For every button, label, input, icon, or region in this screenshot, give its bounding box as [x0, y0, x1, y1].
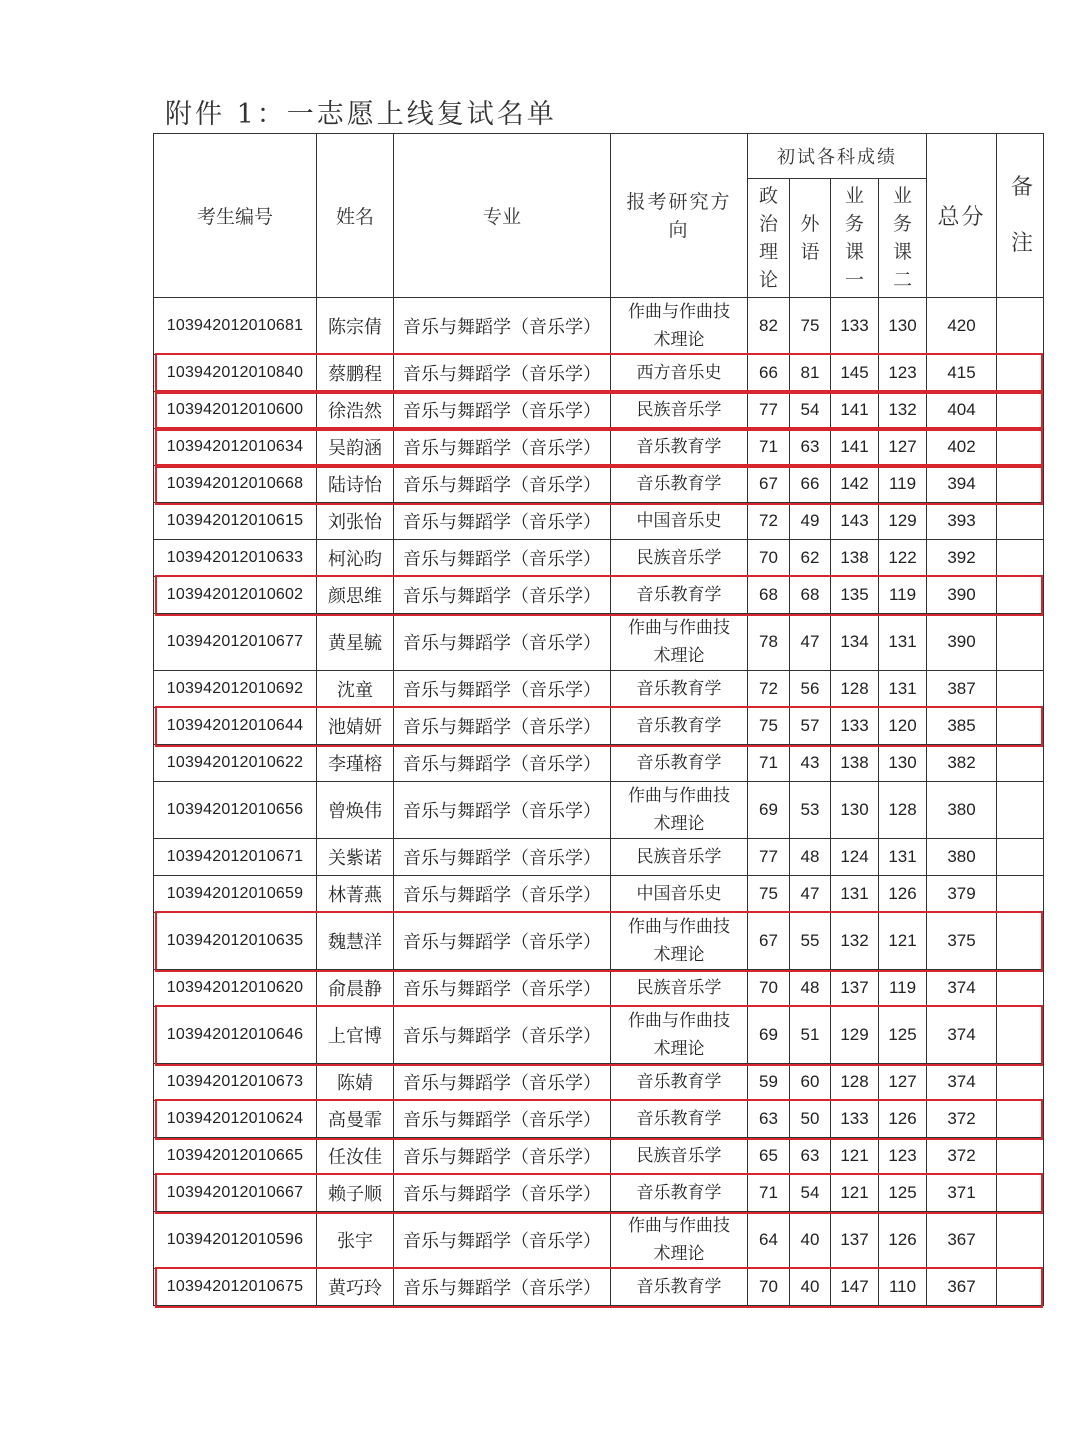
cell-note	[997, 745, 1044, 782]
cell-name: 徐浩然	[317, 392, 394, 429]
cell-course2: 129	[879, 503, 927, 540]
table-row	[154, 1269, 1044, 1306]
cell-major: 音乐与舞蹈学（音乐学）	[394, 745, 611, 782]
cell-course1: 133	[831, 708, 879, 745]
cell-course2: 125	[879, 1007, 927, 1064]
cell-name: 高曼霏	[317, 1101, 394, 1138]
cell-major: 音乐与舞蹈学（音乐学）	[394, 577, 611, 614]
cell-politics: 70	[748, 540, 790, 577]
cell-note	[997, 577, 1044, 614]
cell-id: 103942012010624	[154, 1101, 317, 1138]
cell-course1: 121	[831, 1175, 879, 1212]
table-row	[154, 392, 1044, 429]
cell-direction: 作曲与作曲技术理论	[611, 1212, 748, 1269]
cell-name: 颜思维	[317, 577, 394, 614]
cell-politics: 72	[748, 503, 790, 540]
cell-direction: 作曲与作曲技术理论	[611, 1007, 748, 1064]
cell-id: 103942012010677	[154, 614, 317, 671]
cell-direction: 民族音乐学	[611, 540, 748, 577]
cell-direction: 音乐教育学	[611, 1101, 748, 1138]
table-row	[154, 298, 1044, 355]
cell-course2: 125	[879, 1175, 927, 1212]
cell-course1: 142	[831, 466, 879, 503]
document-title: 附件 1：一志愿上线复试名单	[165, 99, 557, 130]
cell-politics: 64	[748, 1212, 790, 1269]
cell-course2: 131	[879, 839, 927, 876]
cell-major: 音乐与舞蹈学（音乐学）	[394, 1269, 611, 1306]
cell-name: 黄星毓	[317, 614, 394, 671]
cell-politics: 70	[748, 970, 790, 1007]
header-note: 备注	[997, 134, 1044, 298]
cell-foreign: 75	[790, 298, 831, 355]
cell-name: 陈宗倩	[317, 298, 394, 355]
table-row	[154, 876, 1044, 913]
table-row	[154, 614, 1044, 671]
cell-direction: 中国音乐史	[611, 503, 748, 540]
cell-major: 音乐与舞蹈学（音乐学）	[394, 782, 611, 839]
cell-direction: 音乐教育学	[611, 429, 748, 466]
cell-politics: 69	[748, 1007, 790, 1064]
cell-id: 103942012010656	[154, 782, 317, 839]
table-row	[154, 1007, 1044, 1064]
cell-major: 音乐与舞蹈学（音乐学）	[394, 913, 611, 970]
cell-note	[997, 1064, 1044, 1101]
cell-name: 池婧妍	[317, 708, 394, 745]
header-foreign: 外语	[790, 179, 831, 298]
table-row	[154, 671, 1044, 708]
cell-foreign: 49	[790, 503, 831, 540]
cell-politics: 77	[748, 839, 790, 876]
cell-direction: 作曲与作曲技术理论	[611, 614, 748, 671]
cell-course2: 120	[879, 708, 927, 745]
cell-major: 音乐与舞蹈学（音乐学）	[394, 970, 611, 1007]
cell-course1: 138	[831, 745, 879, 782]
cell-note	[997, 782, 1044, 839]
cell-course1: 145	[831, 355, 879, 392]
cell-note	[997, 839, 1044, 876]
header-major: 专业	[394, 134, 611, 298]
cell-course1: 135	[831, 577, 879, 614]
cell-name: 俞晨静	[317, 970, 394, 1007]
cell-name: 赖子顺	[317, 1175, 394, 1212]
cell-direction: 音乐教育学	[611, 671, 748, 708]
cell-politics: 67	[748, 466, 790, 503]
cell-name: 张宇	[317, 1212, 394, 1269]
cell-course1: 141	[831, 392, 879, 429]
cell-foreign: 50	[790, 1101, 831, 1138]
cell-total: 367	[927, 1269, 997, 1306]
header-id: 考生编号	[154, 134, 317, 298]
cell-note	[997, 1138, 1044, 1175]
cell-note	[997, 355, 1044, 392]
cell-course1: 130	[831, 782, 879, 839]
table-row	[154, 1064, 1044, 1101]
cell-note	[997, 429, 1044, 466]
header-course2: 业务课二	[879, 179, 927, 298]
cell-politics: 77	[748, 392, 790, 429]
cell-foreign: 57	[790, 708, 831, 745]
table-body	[154, 298, 1044, 1306]
cell-politics: 71	[748, 1175, 790, 1212]
cell-direction: 民族音乐学	[611, 839, 748, 876]
cell-major: 音乐与舞蹈学（音乐学）	[394, 708, 611, 745]
cell-id: 103942012010602	[154, 577, 317, 614]
cell-total: 390	[927, 577, 997, 614]
cell-direction: 中国音乐史	[611, 876, 748, 913]
cell-politics: 63	[748, 1101, 790, 1138]
cell-direction: 音乐教育学	[611, 466, 748, 503]
cell-foreign: 51	[790, 1007, 831, 1064]
cell-course1: 132	[831, 913, 879, 970]
cell-name: 李瑾榕	[317, 745, 394, 782]
cell-course2: 110	[879, 1269, 927, 1306]
cell-total: 372	[927, 1101, 997, 1138]
cell-total: 392	[927, 540, 997, 577]
cell-course1: 133	[831, 298, 879, 355]
cell-course2: 123	[879, 1138, 927, 1175]
header-name: 姓名	[317, 134, 394, 298]
cell-id: 103942012010692	[154, 671, 317, 708]
cell-foreign: 40	[790, 1212, 831, 1269]
cell-politics: 75	[748, 708, 790, 745]
cell-course2: 122	[879, 540, 927, 577]
cell-course2: 126	[879, 876, 927, 913]
cell-major: 音乐与舞蹈学（音乐学）	[394, 1007, 611, 1064]
cell-course1: 121	[831, 1138, 879, 1175]
cell-note	[997, 298, 1044, 355]
cell-note	[997, 671, 1044, 708]
cell-politics: 65	[748, 1138, 790, 1175]
cell-major: 音乐与舞蹈学（音乐学）	[394, 1212, 611, 1269]
table-row	[154, 839, 1044, 876]
cell-major: 音乐与舞蹈学（音乐学）	[394, 671, 611, 708]
cell-total: 385	[927, 708, 997, 745]
cell-id: 103942012010622	[154, 745, 317, 782]
cell-course1: 138	[831, 540, 879, 577]
cell-course2: 126	[879, 1101, 927, 1138]
cell-id: 103942012010671	[154, 839, 317, 876]
cell-total: 393	[927, 503, 997, 540]
cell-course1: 124	[831, 839, 879, 876]
cell-course1: 143	[831, 503, 879, 540]
cell-direction: 音乐教育学	[611, 1175, 748, 1212]
cell-total: 374	[927, 1064, 997, 1101]
cell-total: 375	[927, 913, 997, 970]
cell-major: 音乐与舞蹈学（音乐学）	[394, 392, 611, 429]
table-row	[154, 708, 1044, 745]
cell-course1: 131	[831, 876, 879, 913]
cell-total: 380	[927, 839, 997, 876]
cell-total: 404	[927, 392, 997, 429]
table-row	[154, 466, 1044, 503]
cell-direction: 民族音乐学	[611, 392, 748, 429]
cell-id: 103942012010596	[154, 1212, 317, 1269]
cell-course2: 121	[879, 913, 927, 970]
cell-major: 音乐与舞蹈学（音乐学）	[394, 839, 611, 876]
table-row	[154, 745, 1044, 782]
cell-name: 陆诗怡	[317, 466, 394, 503]
cell-total: 402	[927, 429, 997, 466]
cell-direction: 音乐教育学	[611, 745, 748, 782]
table-row	[154, 540, 1044, 577]
cell-foreign: 66	[790, 466, 831, 503]
cell-major: 音乐与舞蹈学（音乐学）	[394, 1101, 611, 1138]
cell-course2: 123	[879, 355, 927, 392]
cell-id: 103942012010673	[154, 1064, 317, 1101]
cell-major: 音乐与舞蹈学（音乐学）	[394, 429, 611, 466]
cell-name: 吴韵涵	[317, 429, 394, 466]
header-direction: 报考研究方向	[611, 134, 748, 298]
cell-id: 103942012010840	[154, 355, 317, 392]
cell-name: 黄巧玲	[317, 1269, 394, 1306]
cell-name: 刘张怡	[317, 503, 394, 540]
table-row	[154, 1212, 1044, 1269]
cell-course1: 129	[831, 1007, 879, 1064]
cell-id: 103942012010633	[154, 540, 317, 577]
cell-foreign: 68	[790, 577, 831, 614]
cell-major: 音乐与舞蹈学（音乐学）	[394, 1138, 611, 1175]
cell-course1: 134	[831, 614, 879, 671]
cell-course2: 130	[879, 298, 927, 355]
cell-foreign: 60	[790, 1064, 831, 1101]
cell-name: 柯沁昀	[317, 540, 394, 577]
cell-id: 103942012010665	[154, 1138, 317, 1175]
cell-direction: 音乐教育学	[611, 577, 748, 614]
cell-major: 音乐与舞蹈学（音乐学）	[394, 614, 611, 671]
cell-course1: 133	[831, 1101, 879, 1138]
cell-total: 374	[927, 1007, 997, 1064]
table-row	[154, 1175, 1044, 1212]
cell-course2: 119	[879, 970, 927, 1007]
cell-major: 音乐与舞蹈学（音乐学）	[394, 876, 611, 913]
cell-foreign: 54	[790, 392, 831, 429]
cell-major: 音乐与舞蹈学（音乐学）	[394, 540, 611, 577]
cell-total: 394	[927, 466, 997, 503]
cell-politics: 82	[748, 298, 790, 355]
cell-name: 关紫诺	[317, 839, 394, 876]
cell-politics: 68	[748, 577, 790, 614]
cell-foreign: 47	[790, 876, 831, 913]
cell-major: 音乐与舞蹈学（音乐学）	[394, 298, 611, 355]
cell-course1: 128	[831, 671, 879, 708]
cell-foreign: 56	[790, 671, 831, 708]
cell-id: 103942012010635	[154, 913, 317, 970]
cell-note	[997, 466, 1044, 503]
cell-course2: 119	[879, 466, 927, 503]
cell-direction: 民族音乐学	[611, 1138, 748, 1175]
table-row	[154, 355, 1044, 392]
cell-note	[997, 708, 1044, 745]
cell-id: 103942012010675	[154, 1269, 317, 1306]
cell-direction: 音乐教育学	[611, 1064, 748, 1101]
table-row	[154, 429, 1044, 466]
cell-name: 沈童	[317, 671, 394, 708]
cell-politics: 72	[748, 671, 790, 708]
cell-foreign: 48	[790, 839, 831, 876]
cell-politics: 71	[748, 429, 790, 466]
cell-note	[997, 392, 1044, 429]
cell-politics: 66	[748, 355, 790, 392]
cell-course2: 131	[879, 671, 927, 708]
cell-id: 103942012010646	[154, 1007, 317, 1064]
cell-direction: 音乐教育学	[611, 708, 748, 745]
cell-id: 103942012010681	[154, 298, 317, 355]
cell-foreign: 55	[790, 913, 831, 970]
table-row	[154, 503, 1044, 540]
cell-foreign: 43	[790, 745, 831, 782]
table-row	[154, 577, 1044, 614]
cell-name: 任汝佳	[317, 1138, 394, 1175]
cell-note	[997, 1101, 1044, 1138]
cell-politics: 67	[748, 913, 790, 970]
cell-foreign: 48	[790, 970, 831, 1007]
cell-total: 420	[927, 298, 997, 355]
table-row	[154, 1138, 1044, 1175]
cell-note	[997, 503, 1044, 540]
cell-politics: 78	[748, 614, 790, 671]
cell-politics: 59	[748, 1064, 790, 1101]
cell-note	[997, 540, 1044, 577]
header-course1: 业务课一	[831, 179, 879, 298]
cell-total: 371	[927, 1175, 997, 1212]
header-total: 总分	[927, 134, 997, 298]
header-scores-group: 初试各科成绩	[748, 134, 927, 179]
cell-major: 音乐与舞蹈学（音乐学）	[394, 355, 611, 392]
cell-name: 林菁燕	[317, 876, 394, 913]
cell-direction: 作曲与作曲技术理论	[611, 782, 748, 839]
cell-id: 103942012010620	[154, 970, 317, 1007]
cell-course2: 127	[879, 1064, 927, 1101]
cell-total: 415	[927, 355, 997, 392]
cell-total: 367	[927, 1212, 997, 1269]
cell-id: 103942012010600	[154, 392, 317, 429]
cell-course2: 127	[879, 429, 927, 466]
cell-course2: 131	[879, 614, 927, 671]
cell-course1: 141	[831, 429, 879, 466]
cell-total: 390	[927, 614, 997, 671]
table-row	[154, 1101, 1044, 1138]
cell-course1: 137	[831, 1212, 879, 1269]
cell-total: 374	[927, 970, 997, 1007]
cell-id: 103942012010644	[154, 708, 317, 745]
cell-politics: 71	[748, 745, 790, 782]
cell-name: 上官博	[317, 1007, 394, 1064]
cell-foreign: 54	[790, 1175, 831, 1212]
cell-name: 陈婧	[317, 1064, 394, 1101]
cell-foreign: 81	[790, 355, 831, 392]
cell-foreign: 63	[790, 1138, 831, 1175]
table-row	[154, 913, 1044, 970]
cell-foreign: 40	[790, 1269, 831, 1306]
cell-total: 380	[927, 782, 997, 839]
cell-foreign: 53	[790, 782, 831, 839]
cell-id: 103942012010634	[154, 429, 317, 466]
cell-note	[997, 913, 1044, 970]
header-politics: 政治理论	[748, 179, 790, 298]
cell-course2: 128	[879, 782, 927, 839]
cell-major: 音乐与舞蹈学（音乐学）	[394, 466, 611, 503]
cell-course2: 119	[879, 577, 927, 614]
cell-major: 音乐与舞蹈学（音乐学）	[394, 503, 611, 540]
cell-note	[997, 614, 1044, 671]
cell-politics: 70	[748, 1269, 790, 1306]
cell-direction: 民族音乐学	[611, 970, 748, 1007]
cell-foreign: 62	[790, 540, 831, 577]
cell-total: 382	[927, 745, 997, 782]
cell-total: 387	[927, 671, 997, 708]
cell-course2: 126	[879, 1212, 927, 1269]
cell-politics: 69	[748, 782, 790, 839]
cell-total: 379	[927, 876, 997, 913]
cell-id: 103942012010659	[154, 876, 317, 913]
cell-course2: 132	[879, 392, 927, 429]
cell-note	[997, 1269, 1044, 1306]
cell-foreign: 47	[790, 614, 831, 671]
candidate-table	[153, 133, 1044, 1306]
cell-note	[997, 876, 1044, 913]
cell-name: 魏慧洋	[317, 913, 394, 970]
cell-direction: 作曲与作曲技术理论	[611, 913, 748, 970]
cell-course1: 137	[831, 970, 879, 1007]
cell-note	[997, 1175, 1044, 1212]
cell-note	[997, 1007, 1044, 1064]
cell-direction: 作曲与作曲技术理论	[611, 298, 748, 355]
table-row	[154, 970, 1044, 1007]
cell-note	[997, 1212, 1044, 1269]
cell-id: 103942012010667	[154, 1175, 317, 1212]
cell-direction: 音乐教育学	[611, 1269, 748, 1306]
cell-course1: 147	[831, 1269, 879, 1306]
cell-course2: 130	[879, 745, 927, 782]
cell-id: 103942012010668	[154, 466, 317, 503]
cell-major: 音乐与舞蹈学（音乐学）	[394, 1175, 611, 1212]
cell-politics: 75	[748, 876, 790, 913]
cell-direction: 西方音乐史	[611, 355, 748, 392]
cell-major: 音乐与舞蹈学（音乐学）	[394, 1064, 611, 1101]
cell-note	[997, 970, 1044, 1007]
cell-total: 372	[927, 1138, 997, 1175]
cell-name: 蔡鹏程	[317, 355, 394, 392]
cell-course1: 128	[831, 1064, 879, 1101]
cell-name: 曾焕伟	[317, 782, 394, 839]
cell-id: 103942012010615	[154, 503, 317, 540]
table-row	[154, 782, 1044, 839]
cell-foreign: 63	[790, 429, 831, 466]
